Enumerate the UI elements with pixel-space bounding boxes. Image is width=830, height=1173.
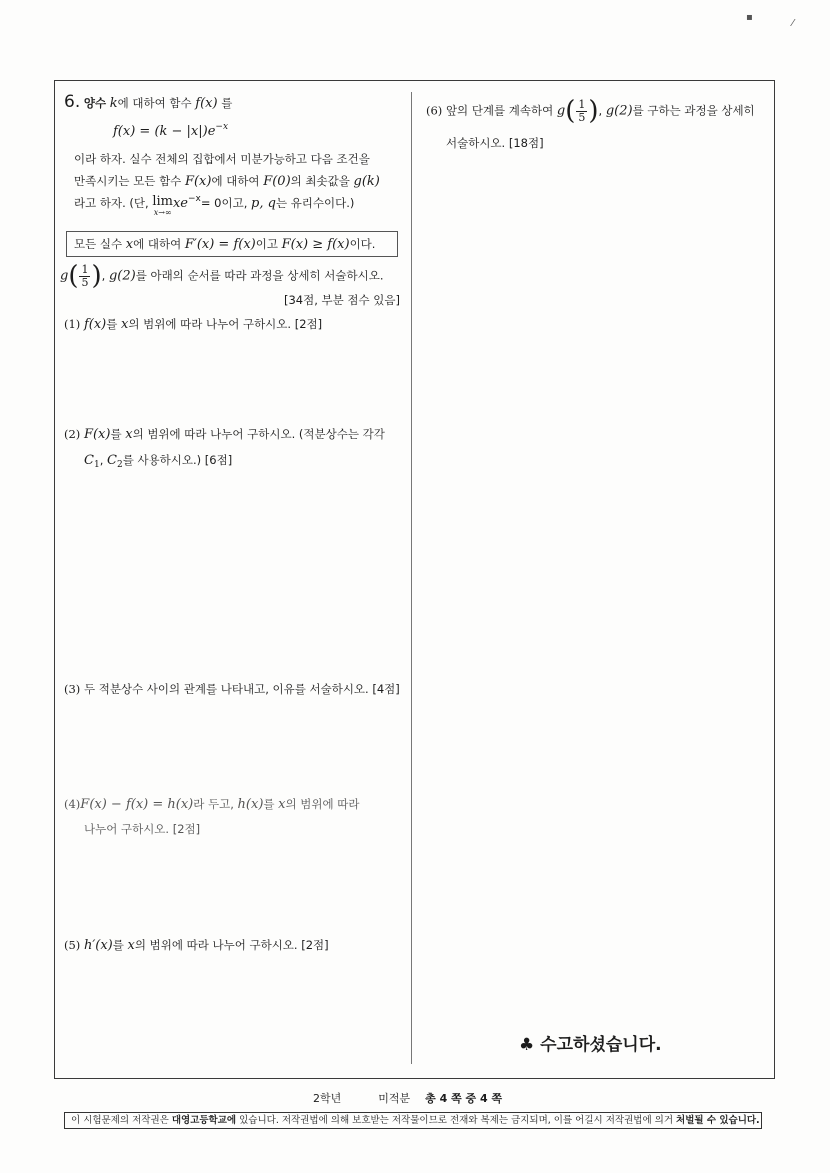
- part-3: (3) 두 적분상수 사이의 관계를 나타내고, 이유를 서술하시오. [4점]: [64, 682, 400, 696]
- limit-symbol: lim: [152, 194, 173, 209]
- intro-bold: 양수: [83, 96, 107, 110]
- fraction-one-fifth: $\frac{1}{5}$: [81, 262, 89, 289]
- footer-grade: 2학년: [313, 1092, 342, 1105]
- points-note: [34점, 부분 점수 있음]: [284, 293, 400, 307]
- problem-header: 6. 양수 k에 대하여 함수 f(x) 를: [64, 92, 233, 112]
- closing-text: 수고하셨습니다.: [540, 1035, 662, 1055]
- part-5: (5) h′(x)를 x의 범위에 따라 나누어 구하시오. [2점]: [64, 938, 329, 953]
- part-6: (6) 앞의 단계를 계속하여 g( $\frac{1}{5}$ ), g(2)를 구하는 과정을 상세히: [426, 96, 755, 126]
- part-4: (4)F(x) − f(x) = h(x)라 두고, h(x)를 x의 범위에 따라: [64, 797, 360, 812]
- function-equation: $f(x) = (k - |x|)e^{-x}$: [113, 122, 229, 139]
- part-2-line-2: $C_1$, $C_2$를 사용하시오.) [6점]: [84, 453, 233, 470]
- part-4-line-2: 나누어 구하시오. [2점]: [84, 822, 201, 836]
- problem-line-2: 만족시키는 모든 함수 F(x)에 대하여 F(0)의 최솟값을 g(k): [74, 174, 380, 189]
- fraction-one-fifth-2: $\frac{1}{5}$: [578, 97, 586, 124]
- part-1: (1) f(x)를 x의 범위에 따라 나누어 구하시오. [2점]: [64, 317, 323, 332]
- instruction-line: g( $\frac{1}{5}$ ), g(2)를 아래의 순서를 따라 과정을 상세히 서술하시오.: [60, 261, 384, 291]
- page-footer: [313, 1090, 502, 1106]
- problem-line-3: 라고 하자. (단, lim x→∞ $xe^{-x}= 0$이고, p, q는 유리수이다.): [74, 194, 355, 217]
- part-2: (2) F(x)를 x의 범위에 따라 나누어 구하시오. (적분상수는 각각: [64, 427, 385, 442]
- closing-message: [519, 1030, 662, 1055]
- footer-subject: 미적분: [378, 1092, 411, 1105]
- scan-speck-2: ⁄: [792, 18, 794, 29]
- copyright-notice: 이 시험문제의 저작권은 대영고등학교에 있습니다. 저작권법에 의해 보호받는 저작물이므로 전재와 복제는 금지되며, 이를 어길시 저작권법에 의거 처벌될 수 있습니다.: [64, 1112, 762, 1129]
- footer-pages: 총 4 쪽 중 4 쪽: [425, 1092, 503, 1105]
- club-icon: ♣: [519, 1035, 535, 1055]
- problem-number: 6.: [64, 92, 81, 112]
- column-divider: [411, 92, 412, 1064]
- condition-text: 모든 실수 x에 대하여 F′(x) = f(x)이고 F(x) ≥ f(x)이다.: [74, 237, 376, 252]
- problem-line-1: 이라 하자. 실수 전체의 집합에서 미분가능하고 다음 조건을: [74, 152, 370, 166]
- part-6-line-2: 서술하시오. [18점]: [446, 136, 544, 150]
- exam-frame: [54, 80, 775, 1079]
- scan-speck-1: ▪: [746, 12, 753, 23]
